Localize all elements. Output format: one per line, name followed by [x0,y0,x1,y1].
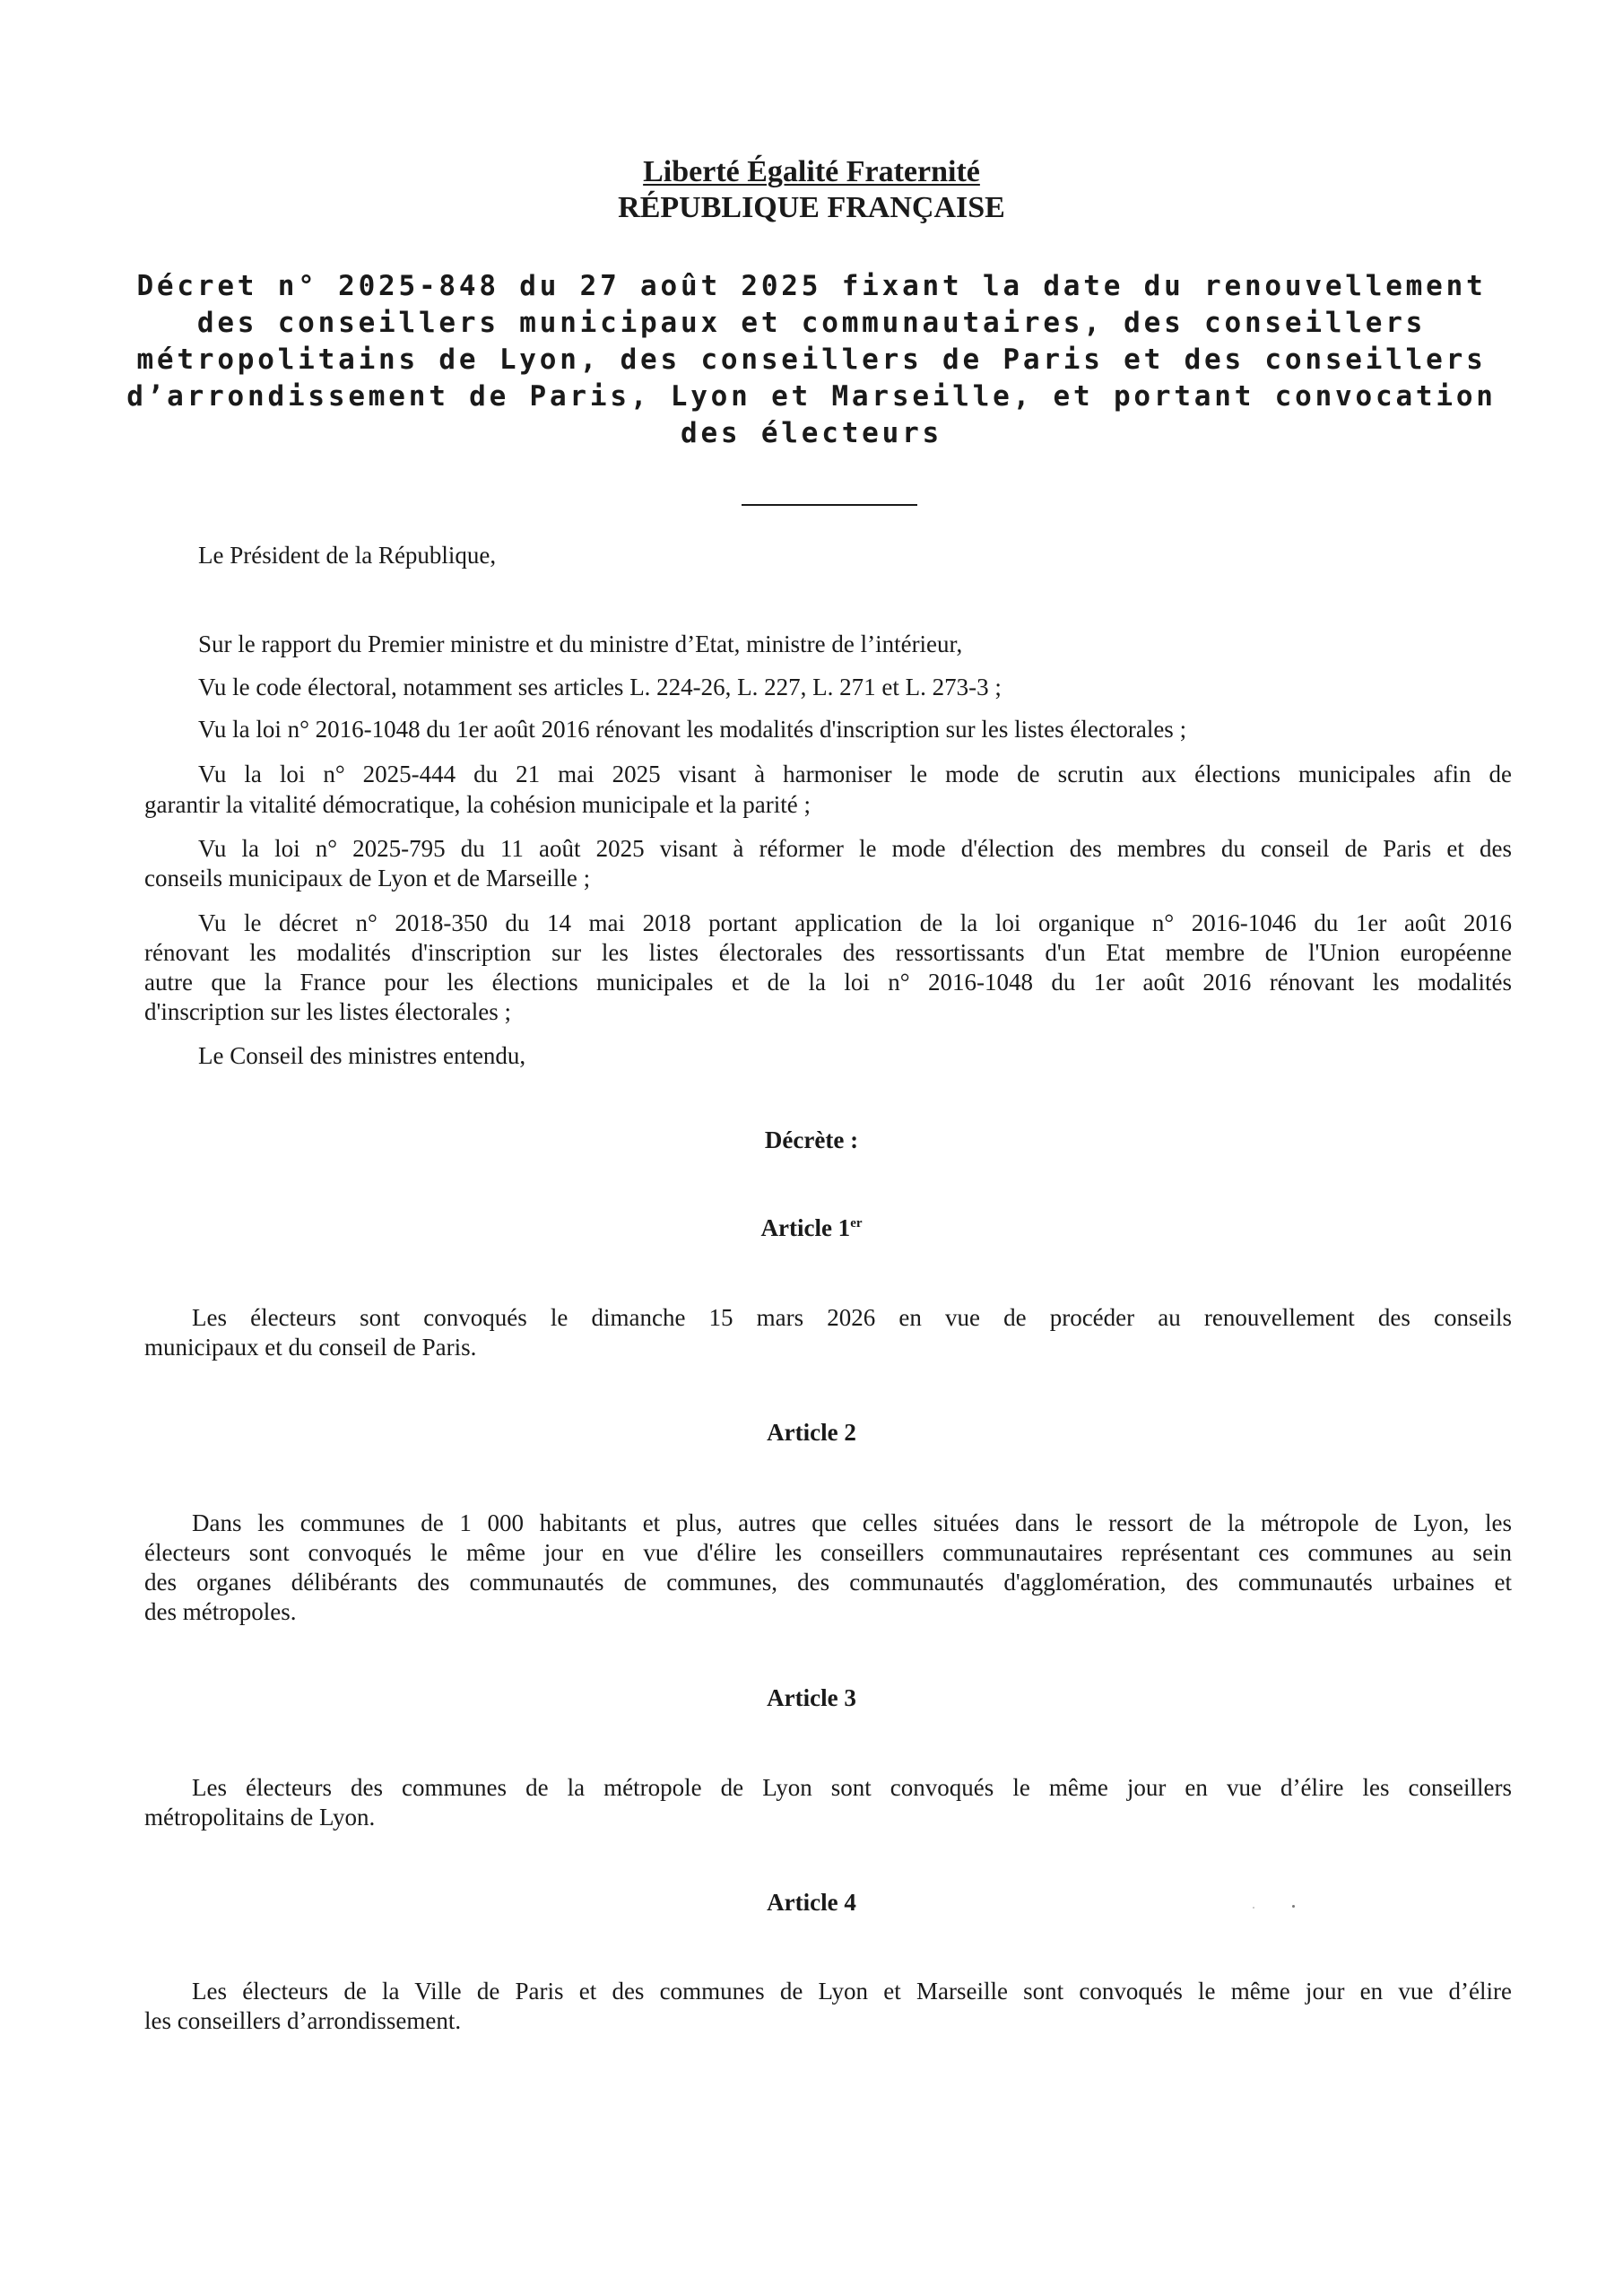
decree-title-line: Décret n° 2025-848 du 27 août 2025 fixant la date du renouvellement [136,270,1487,302]
vu-loi-2025-795-line: Vu la loi n° 2025-795 du 11 août 2025 visant à réformer le mode d'élection des membres du conseil de Paris et des [198,835,1512,862]
article-heading: Article 4 [767,1889,856,1916]
decree-title-line: des électeurs [680,417,943,449]
vu-loi-2025-444-line: garantir la vitalité démocratique, la cohésion municipale et la parité ; [144,791,811,818]
article-text-line: électeurs sont convoqués le même jour en vue d'élire les conseillers communautaires représentant ces communes au sein [144,1539,1512,1566]
decree-title-line: des conseillers municipaux et communautaires, des conseillers [196,307,1427,339]
vu-code-line: Vu le code électoral, notamment ses articles L. 224-26, L. 227, L. 271 et L. 273-3 ; [198,674,1002,700]
vu-loi-2025-444-line: Vu la loi n° 2025-444 du 21 mai 2025 visant à harmoniser le mode de scrutin aux élections municipales afin de [198,761,1512,787]
vu-loi-2025-795-line: conseils municipaux de Lyon et de Marseille ; [144,865,591,891]
article-text-line: Les électeurs de la Ville de Paris et des communes de Lyon et Marseille sont convoqués le même jour en vue d’élire [192,1978,1512,2005]
article-text-line: Les électeurs des communes de la métropole de Lyon sont convoqués le même jour en vue d’élire les conseillers [192,1774,1512,1801]
decrete-heading: Décrète : [764,1126,859,1153]
republic-motto: Liberté Égalité Fraternité [643,155,980,188]
article-text-line: des organes délibérants des communautés de communes, des communautés d'agglomération, des communautés urbaines et [144,1569,1512,1596]
article-heading-label: Article 1 [760,1214,851,1241]
vu-loi-2016-line: Vu la loi n° 2016-1048 du 1er août 2016 rénovant les modalités d'inscription sur les listes électorales ; [198,716,1187,743]
vu-decret-line: rénovant les modalités d'inscription sur les listes électorales des ressortissants d'un Etat membre de l'Union européenne [144,939,1512,966]
republic-name: RÉPUBLIQUE FRANÇAISE [618,191,1005,224]
vu-decret-line: Vu le décret n° 2018-350 du 14 mai 2018 portant application de la loi organique n° 2016-1046 du 1er août 2016 [198,909,1512,936]
vu-decret-line: d'inscription sur les listes électorales ; [144,998,512,1025]
article-heading-superscript: er [850,1216,863,1231]
article-text-line: des métropoles. [144,1598,297,1625]
president-line: Le Président de la République, [198,542,497,569]
article-text-line: métropolitains de Lyon. [144,1804,376,1831]
scan-speck [1253,1907,1254,1909]
title-separator [742,504,917,506]
article-heading: Article 3 [767,1684,856,1711]
rapport-line: Sur le rapport du Premier ministre et du ministre d’Etat, ministre de l’intérieur, [198,631,963,657]
article-text-line: Dans les communes de 1 000 habitants et plus, autres que celles situées dans le ressort de la métropole de Lyon, les [192,1509,1512,1536]
article-text-line: les conseillers d’arrondissement. [144,2007,462,2034]
article-heading [0,1213,1623,1243]
article-heading: Article 2 [767,1419,856,1446]
article-text-line: municipaux et du conseil de Paris. [144,1334,477,1361]
vu-decret-line: autre que la France pour les élections municipales et de la loi n° 2016-1048 du 1er août 2016 rénovant les modalités [144,969,1512,996]
article-text-line: Les électeurs sont convoqués le dimanche 15 mars 2026 en vue de procéder au renouvellement des conseils [192,1304,1512,1331]
scan-speck [1292,1905,1295,1908]
conseil-line: Le Conseil des ministres entendu, [198,1042,526,1069]
decree-title-line: d’arrondissement de Paris, Lyon et Marseille, et portant convocation [126,380,1497,413]
decree-title-line: métropolitains de Lyon, des conseillers de Paris et des conseillers [136,344,1487,376]
